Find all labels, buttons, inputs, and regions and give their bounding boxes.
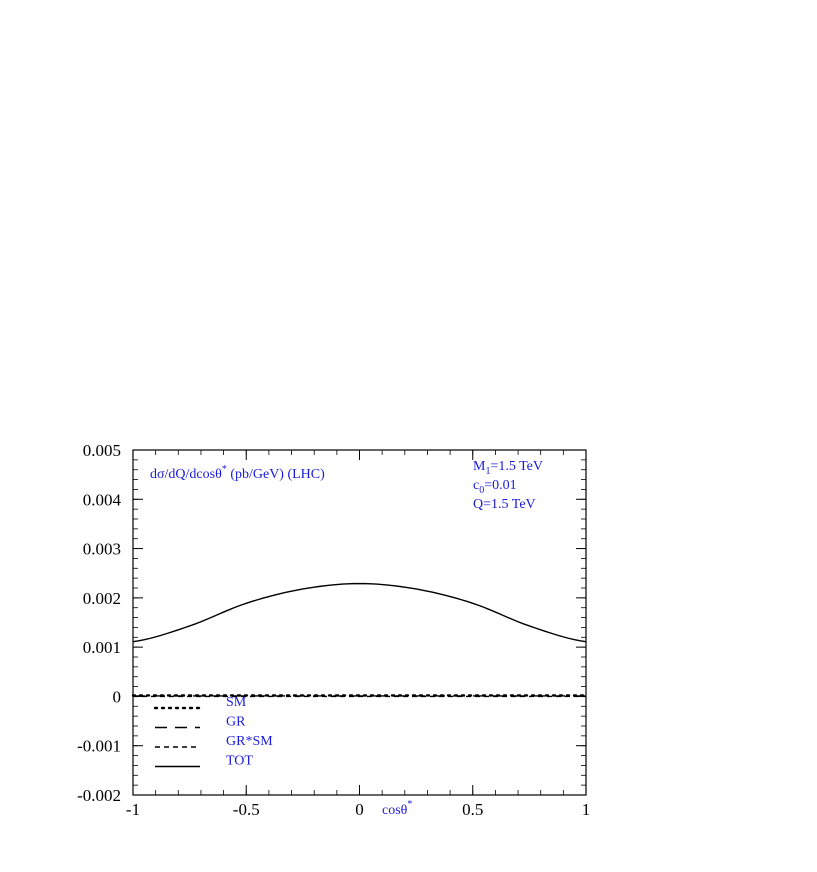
x-tick-label: -1 bbox=[125, 800, 141, 819]
title-main: dσ/dQ/dcosθ bbox=[150, 467, 222, 482]
y-tick-label: 0 bbox=[112, 687, 121, 707]
x-tick-labels bbox=[126, 800, 590, 819]
legend-label-tot: TOT bbox=[226, 753, 253, 769]
x-tick-label: 0.5 bbox=[462, 800, 484, 819]
x-tick-label: -0.5 bbox=[232, 800, 260, 819]
legend-label-sm: SM bbox=[226, 695, 247, 710]
annotation-coupling: $c_0=0.01$ bbox=[473, 478, 517, 496]
title-rest: (pb/GeV) (LHC) bbox=[226, 467, 325, 482]
y-tick-label: -0.002 bbox=[77, 786, 121, 805]
legend bbox=[155, 695, 273, 769]
y-tick-labels bbox=[77, 441, 121, 805]
y-tick-label: 0.004 bbox=[82, 490, 121, 510]
annotation-mass: $M_1=1.5$ TeV bbox=[473, 459, 543, 477]
y-tick-label: 0.002 bbox=[82, 588, 121, 608]
chart-title bbox=[150, 464, 325, 482]
legend-label-gr-sm: GR*SM bbox=[226, 734, 273, 749]
y-tick-label: 0.005 bbox=[82, 441, 121, 460]
title-sup: * bbox=[221, 464, 227, 475]
x-axis-label: cosθ* bbox=[382, 799, 413, 818]
y-tick-label: -0.001 bbox=[77, 736, 121, 756]
y-tick-label: 0.003 bbox=[82, 539, 121, 559]
series-lines bbox=[133, 584, 586, 697]
x-tick-label: 1 bbox=[581, 800, 591, 819]
x-tick-label: 0 bbox=[355, 800, 364, 819]
y-tick-label: 0.001 bbox=[82, 638, 121, 658]
series-line-tot bbox=[133, 584, 586, 642]
annotation-q: Q=1.5 TeV bbox=[473, 497, 536, 512]
legend-label-gr: GR bbox=[226, 714, 246, 730]
